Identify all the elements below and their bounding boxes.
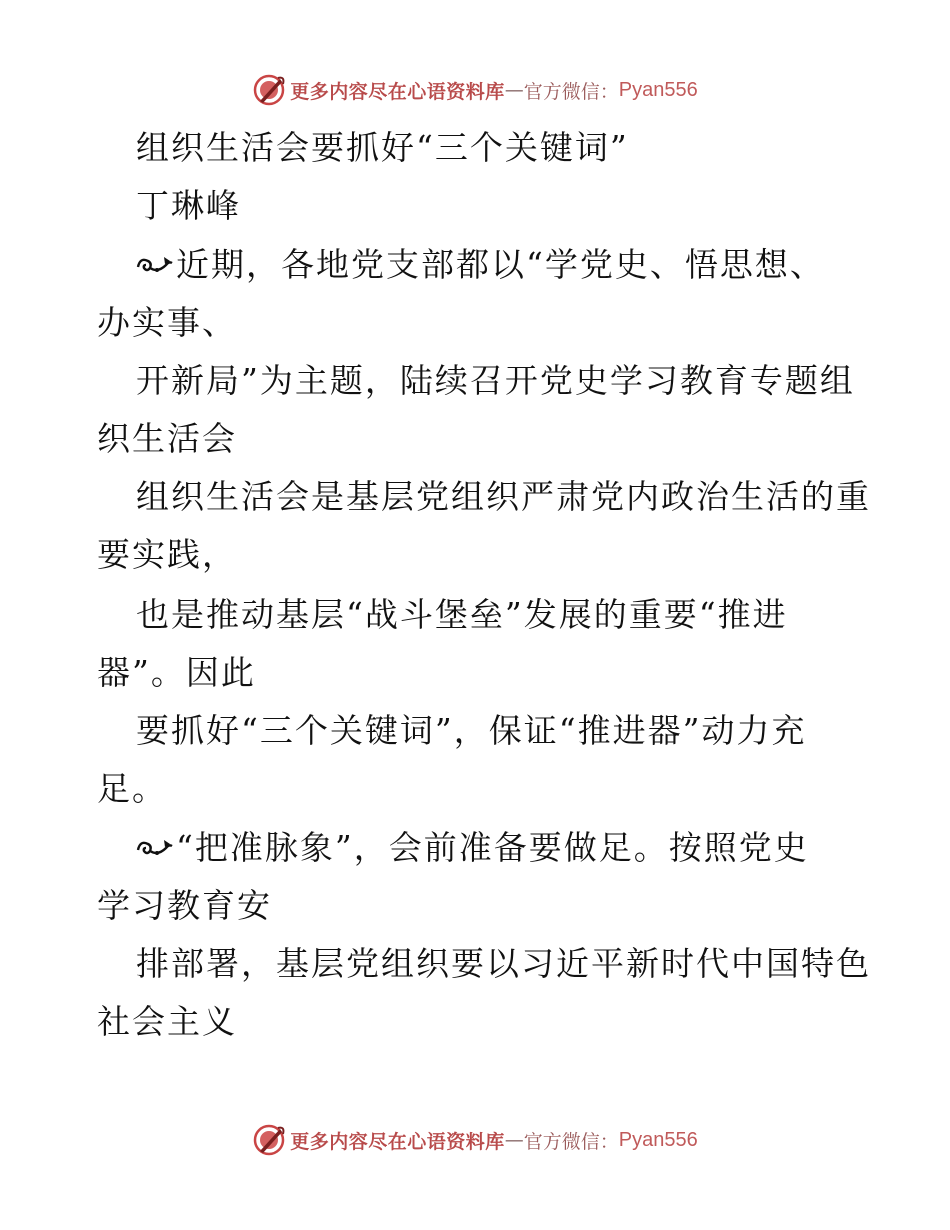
document-title: 组织生活会要抓好“三个关键词” xyxy=(136,128,629,167)
paragraph-line xyxy=(136,245,825,285)
banner-wechat-label: 官方微信： xyxy=(523,1130,619,1153)
banner-wechat-id: Pyan556 xyxy=(618,1128,698,1151)
paragraph-line: 开新局”为主题，陆续召开党史学习教育专题组 xyxy=(136,361,855,400)
header-banner xyxy=(0,70,950,110)
banner-wechat-label: 官方微信： xyxy=(523,80,619,103)
paragraph-line: 学习教育安 xyxy=(97,886,272,925)
paragraph-line: 也是推动基层“战斗堡垒”发展的重要“推进 xyxy=(136,595,788,634)
paragraph-text: “把准脉象”，会前准备要做足。按照党史 xyxy=(176,828,809,867)
paragraph-line: 足。 xyxy=(97,769,167,808)
banner-wechat-id: Pyan556 xyxy=(618,78,698,101)
footer-banner xyxy=(0,1120,950,1160)
paragraph-text: 近期，各地党支部都以“学党史、悟思想、 xyxy=(176,245,825,284)
document-author: 丁琳峰 xyxy=(136,186,241,225)
paragraph-line: 要抓好“三个关键词”，保证“推进器”动力充 xyxy=(136,711,807,750)
banner-site-text: 更多内容尽在心语资料库 xyxy=(290,1130,505,1153)
banner-site-text: 更多内容尽在心语资料库 xyxy=(290,80,505,103)
banner-dash: — xyxy=(504,79,524,101)
paragraph-line: 社会主义 xyxy=(97,1002,237,1041)
paragraph-line: 器”。因此 xyxy=(97,653,256,692)
paragraph-line xyxy=(136,828,809,868)
paragraph-line: 要实践， xyxy=(97,535,237,574)
quill-seal-logo-icon xyxy=(252,73,286,107)
banner-dash: — xyxy=(504,1129,524,1151)
fleuron-ornament-icon xyxy=(136,253,174,275)
paragraph-line: 排部署，基层党组织要以习近平新时代中国特色 xyxy=(136,944,871,983)
fleuron-ornament-icon xyxy=(136,836,174,858)
paragraph-line: 组织生活会是基层党组织严肃党内政治生活的重 xyxy=(136,477,871,516)
paragraph-line: 织生活会 xyxy=(97,419,237,458)
paragraph-line: 办实事、 xyxy=(97,303,237,342)
quill-seal-logo-icon xyxy=(252,1123,286,1157)
